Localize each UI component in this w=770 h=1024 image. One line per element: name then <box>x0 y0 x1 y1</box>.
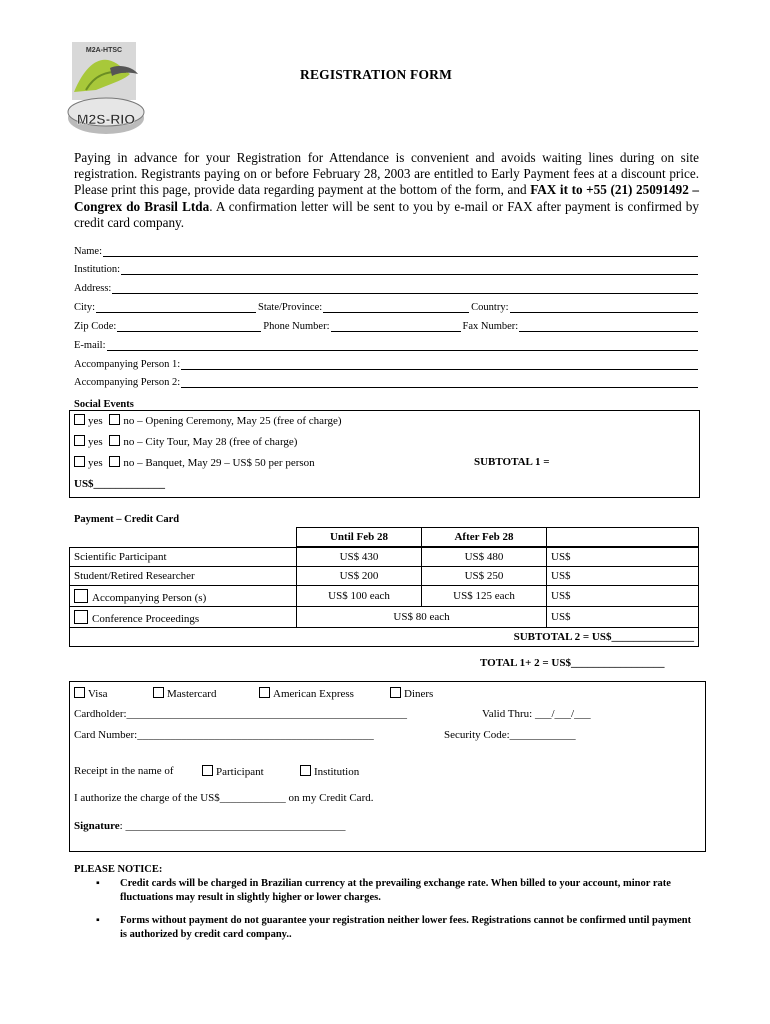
amex-option: American Express <box>259 687 354 700</box>
authorize-text[interactable]: I authorize the charge of the US$____________ on my Credit Card. <box>74 792 374 804</box>
signature-field[interactable]: Signature: ________________________________________ <box>74 820 346 832</box>
event-banquet-row: yes no – Banquet, May 29 – US$ 50 per person <box>74 456 315 469</box>
please-notice <box>74 864 694 951</box>
table-row: Conference Proceedings US$ 80 each US$ <box>70 607 699 628</box>
country-field[interactable] <box>510 302 698 313</box>
mastercard-checkbox[interactable] <box>153 687 164 698</box>
payment-table-wrap <box>69 527 699 647</box>
table-row: Accompanying Person (s) US$ 100 each US$ 125 each US$ <box>70 586 699 607</box>
payment-table <box>69 527 699 647</box>
city-state-country-row <box>74 302 698 313</box>
email-field[interactable]: E-mail: <box>74 340 698 351</box>
diners-checkbox[interactable] <box>390 687 401 698</box>
accompanying-person-2-field[interactable]: Accompanying Person 2: <box>74 377 698 388</box>
logo-top-text: M2A-HTSC <box>85 47 123 54</box>
m2s-rio-logo <box>66 40 150 138</box>
zip-phone-fax-row <box>74 321 698 332</box>
institution-field[interactable]: Institution: <box>74 264 698 275</box>
zip-field[interactable] <box>117 321 261 332</box>
receipt-institution-option: Institution <box>300 765 359 778</box>
accompanying-checkbox[interactable] <box>74 589 88 603</box>
participant-checkbox[interactable] <box>202 765 213 776</box>
payment-title: Payment – Credit Card <box>74 514 180 525</box>
diners-option: Diners <box>390 687 433 700</box>
proceedings-checkbox[interactable] <box>74 610 88 624</box>
security-code-field[interactable]: Security Code:____________ <box>444 729 576 741</box>
zip-label: Zip Code: <box>74 321 117 332</box>
mastercard-option: Mastercard <box>153 687 216 700</box>
phone-label: Phone Number: <box>263 321 330 332</box>
amex-checkbox[interactable] <box>259 687 270 698</box>
citytour-no-checkbox[interactable] <box>109 435 120 446</box>
payment-header-row <box>70 528 699 548</box>
city-label: City: <box>74 302 96 313</box>
social-events-title: Social Events <box>74 399 134 410</box>
col-until-feb: Until Feb 28 <box>297 528 422 548</box>
card-number-field[interactable]: Card Number:___________________________________________ <box>74 729 374 741</box>
phone-field[interactable] <box>331 321 461 332</box>
banquet-yes-checkbox[interactable] <box>74 456 85 467</box>
table-row: Scientific Participant US$ 430 US$ 480 US$ <box>70 547 699 567</box>
cardholder-field[interactable]: Cardholder:___________________________________________________ <box>74 708 408 720</box>
subtotal-2-row: SUBTOTAL 2 = US$_______________ <box>70 628 699 647</box>
address-field[interactable]: Address: <box>74 283 698 294</box>
accompanying-person-1-field[interactable]: Accompanying Person 1: <box>74 359 698 370</box>
visa-checkbox[interactable] <box>74 687 85 698</box>
logo-bottom-text: M2S-RIO <box>76 111 136 127</box>
fax-label: Fax Number: <box>462 321 519 332</box>
state-field[interactable] <box>323 302 469 313</box>
page-title: REGISTRATION FORM <box>300 67 453 82</box>
col-after-feb: After Feb 28 <box>422 528 547 548</box>
list-item: ▪ Credit cards will be charged in Brazilian currency at the prevailing exchange rate. When billed to your account, minor rate fluctuations may result in slightly higher or lower charges. <box>96 878 671 903</box>
institution-checkbox[interactable] <box>300 765 311 776</box>
notice-title: PLEASE NOTICE: <box>74 864 163 875</box>
list-item: ▪ Forms without payment do not guarantee your registration neither lower fees. Registrations cannot be confirmed until payment is authorized by credit card company.. <box>96 915 692 940</box>
citytour-yes-checkbox[interactable] <box>74 435 85 446</box>
city-field[interactable] <box>96 302 256 313</box>
card-type-row: Visa <box>74 687 108 700</box>
event-citytour-row: yes no – City Tour, May 28 (free of charge) <box>74 435 297 448</box>
country-label: Country: <box>471 302 509 313</box>
table-row: Student/Retired Researcher US$ 200 US$ 250 US$ <box>70 567 699 586</box>
receipt-label: Receipt in the name of <box>74 765 174 777</box>
total-field[interactable]: TOTAL 1+ 2 = US$_________________ <box>480 657 665 669</box>
subtotal-1-label: SUBTOTAL 1 = <box>474 456 550 468</box>
opening-no-checkbox[interactable] <box>109 414 120 425</box>
intro-paragraph: Paying in advance for your Registration for Attendance is convenient and avoids waiting lines during on site registration. Registrants paying on or before February 28, 2003 are entitled to Early Payment fees at a discount price. Please print this page, provide data regarding payment at the bottom of the form, and FAX it to +55 (21) 25091492 – Congrex do Brasil Ltda. A confirmation letter will be sent to you by e-mail or FAX after payment is confirmed by credit card company. <box>74 150 700 230</box>
subtotal-1-field[interactable]: US$_____________ <box>74 478 166 490</box>
opening-yes-checkbox[interactable] <box>74 414 85 425</box>
fax-field[interactable] <box>519 321 698 332</box>
name-field[interactable]: Name: <box>74 246 698 257</box>
receipt-participant-option: Participant <box>202 765 264 778</box>
state-label: State/Province: <box>258 302 323 313</box>
valid-thru-field[interactable]: Valid Thru: ___/___/___ <box>482 708 591 720</box>
banquet-no-checkbox[interactable] <box>109 456 120 467</box>
event-opening-row: yes no – Opening Ceremony, May 25 (free of charge) <box>74 414 342 427</box>
